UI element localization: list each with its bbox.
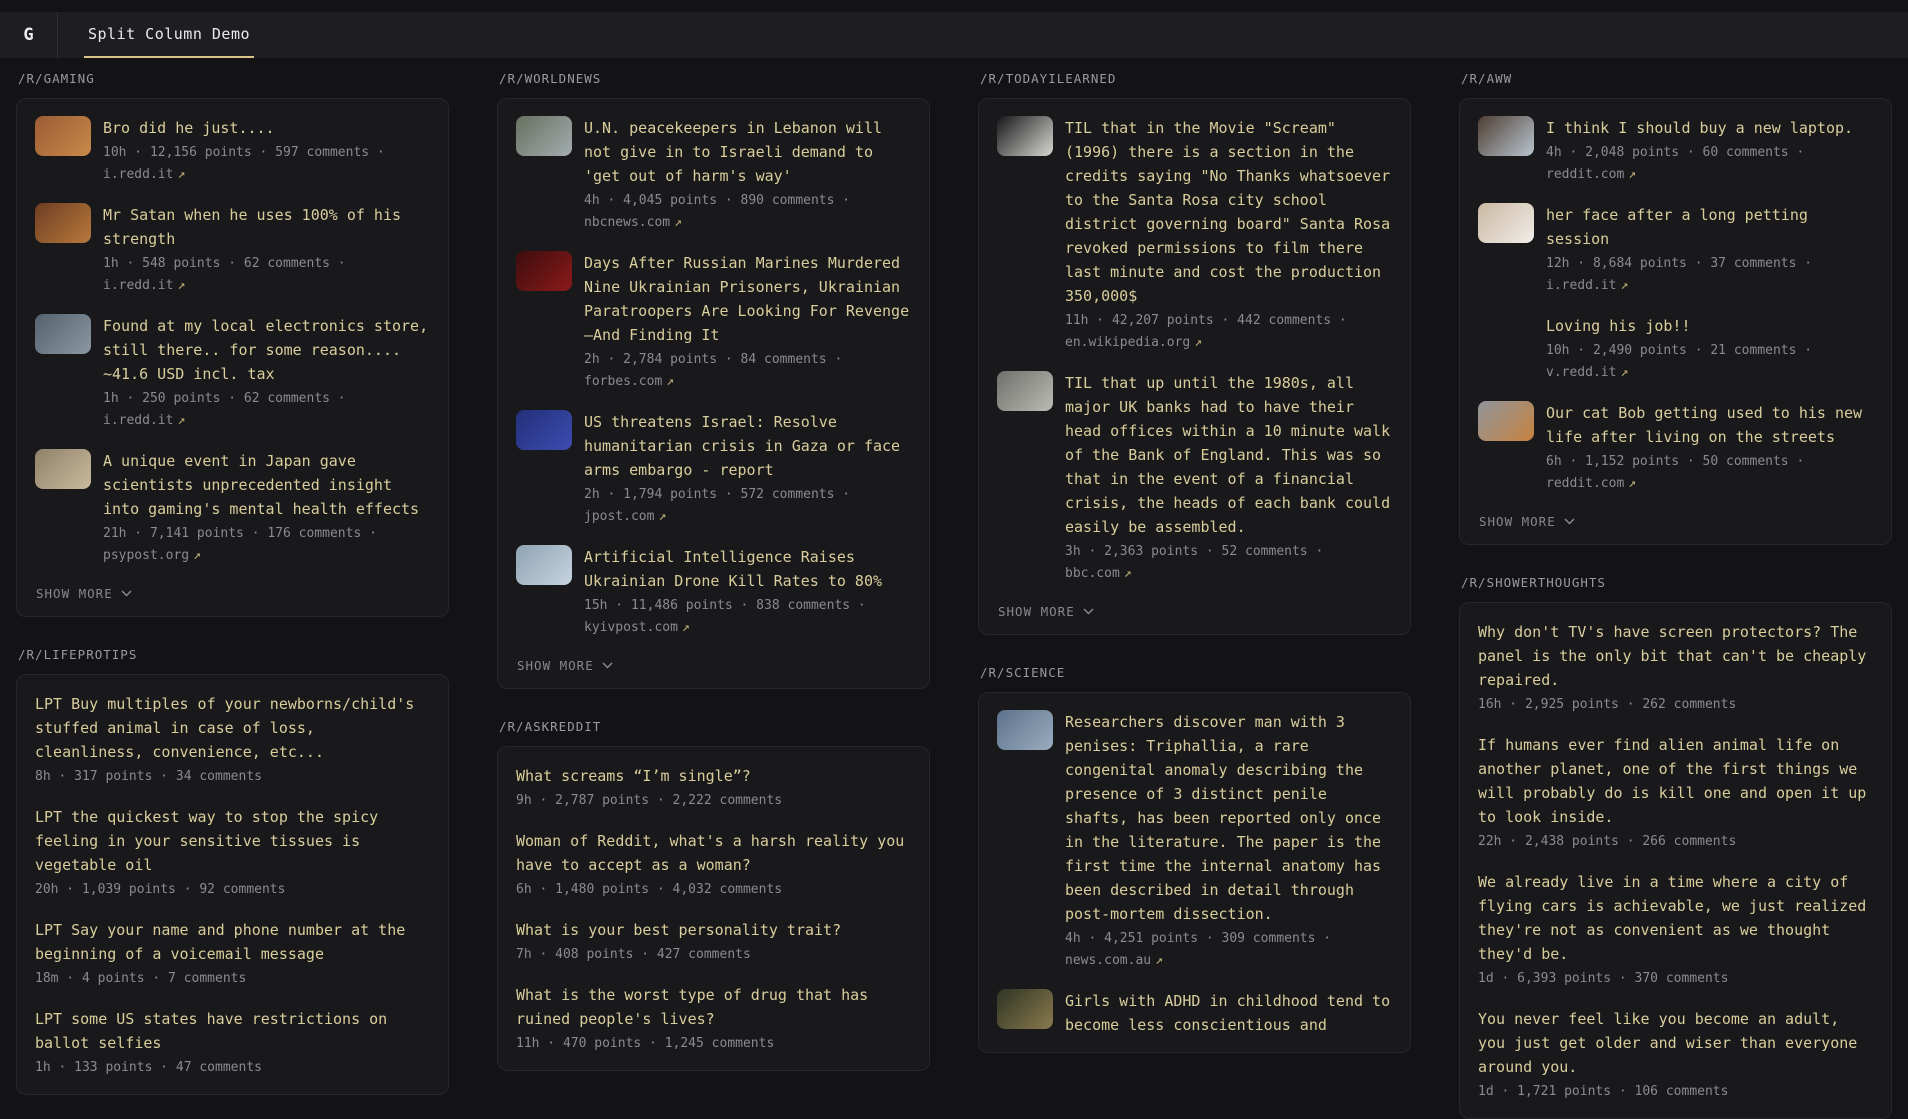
post-meta-text: 4h · 4,045 points · 890 comments · bbox=[584, 193, 851, 208]
post-meta bbox=[1478, 1081, 1873, 1103]
post-domain-text: kyivpost.com bbox=[584, 620, 678, 635]
external-link-icon: ↗ bbox=[681, 620, 690, 635]
post-item[interactable] bbox=[35, 203, 430, 297]
post-item[interactable] bbox=[997, 116, 1392, 354]
post-list bbox=[997, 116, 1392, 585]
post-title[interactable]: Bro did he just.... bbox=[103, 119, 275, 137]
post-list-card bbox=[1459, 98, 1892, 545]
post-meta bbox=[35, 1057, 430, 1079]
post-content bbox=[584, 251, 911, 393]
post-content bbox=[516, 764, 911, 812]
subreddit-title[interactable]: /R/SHOWERTHOUGHTS bbox=[1461, 575, 1606, 590]
post-meta bbox=[1478, 968, 1873, 990]
post-title[interactable]: We already live in a time where a city of flying cars is achievable, we just realized they're not as convenient as we thought they'd be. bbox=[1478, 873, 1867, 963]
post-meta-text: 1h · 548 points · 62 comments · bbox=[103, 256, 346, 271]
post-meta-text: 2h · 1,794 points · 572 comments · bbox=[584, 487, 851, 502]
post-meta bbox=[35, 879, 430, 901]
subreddit-section bbox=[1459, 71, 1892, 545]
post-item[interactable] bbox=[997, 710, 1392, 972]
subreddit-section bbox=[497, 719, 930, 1071]
post-meta-text: 6h · 1,480 points · 4,032 comments bbox=[516, 882, 783, 897]
post-item[interactable] bbox=[997, 989, 1392, 1037]
show-more-button[interactable] bbox=[1478, 514, 1575, 529]
post-list bbox=[1478, 620, 1873, 1103]
post-item[interactable] bbox=[516, 116, 911, 234]
post-meta-text: 1h · 133 points · 47 comments bbox=[35, 1060, 262, 1075]
post-item[interactable] bbox=[516, 545, 911, 639]
post-title[interactable]: Days After Russian Marines Murdered Nine Ukrainian Prisoners, Ukrainian Paratroopers Are Looking For Revenge—And Finding It bbox=[584, 254, 910, 344]
post-domain-link[interactable] bbox=[584, 620, 690, 635]
post-domain-link[interactable] bbox=[1065, 953, 1163, 968]
post-thumbnail bbox=[1478, 314, 1534, 354]
subreddit-title[interactable]: /R/WORLDNEWS bbox=[499, 71, 602, 86]
post-meta-text: 20h · 1,039 points · 92 comments bbox=[35, 882, 286, 897]
post-content bbox=[35, 692, 430, 788]
post-domain-text: bbc.com bbox=[1065, 566, 1120, 581]
post-domain-link[interactable] bbox=[1546, 365, 1628, 380]
post-title[interactable]: TIL that in the Movie "Scream" (1996) there is a section in the credits saying "No Thanks whatsoever to the Santa Rosa city school district governing board" Santa Rosa revoked permissions to film there last minute and cost the production 350,000$ bbox=[1065, 119, 1391, 305]
post-meta-text: 3h · 2,363 points · 52 comments · bbox=[1065, 544, 1324, 559]
external-link-icon: ↗ bbox=[193, 548, 201, 563]
post-domain-link[interactable] bbox=[103, 413, 185, 428]
post-domain-text: nbcnews.com bbox=[584, 215, 671, 230]
show-more-button[interactable] bbox=[997, 604, 1094, 619]
post-item[interactable] bbox=[997, 371, 1392, 585]
show-more-label: SHOW MORE bbox=[998, 604, 1075, 619]
post-content bbox=[1065, 371, 1392, 585]
post-thumbnail bbox=[1478, 401, 1534, 441]
post-meta-text: 4h · 2,048 points · 60 comments · bbox=[1546, 145, 1805, 160]
subreddit-title[interactable]: /R/AWW bbox=[1461, 71, 1513, 86]
post-content bbox=[1065, 116, 1392, 354]
post-meta bbox=[1546, 340, 1873, 384]
post-meta bbox=[516, 879, 911, 901]
post-title[interactable]: Our cat Bob getting used to his new life after living on the streets bbox=[1546, 404, 1863, 446]
post-meta-text: 1h · 250 points · 62 comments · bbox=[103, 391, 346, 406]
post-item[interactable] bbox=[516, 918, 911, 966]
post-content bbox=[103, 116, 430, 186]
show-more-label: SHOW MORE bbox=[36, 586, 113, 601]
post-title[interactable]: Researchers discover man with 3 penises: Triphallia, a rare congenital anomaly describing the presence of 3 distinct penile shafts, has been reported only once in the literature. The paper is the first time the internal anatomy has been described in detail through post-mortem dissection. bbox=[1065, 713, 1382, 923]
post-meta bbox=[103, 142, 430, 186]
subreddit-title[interactable]: /R/LIFEPROTIPS bbox=[18, 647, 138, 662]
post-domain-link[interactable] bbox=[584, 374, 674, 389]
post-domain-text: psypost.org bbox=[103, 548, 190, 563]
post-domain-link[interactable] bbox=[1065, 335, 1202, 350]
external-link-icon: ↗ bbox=[666, 374, 675, 389]
post-thumbnail bbox=[997, 371, 1053, 411]
post-list bbox=[516, 764, 911, 1055]
post-title[interactable]: LPT Say your name and phone number at the beginning of a voicemail message bbox=[35, 921, 406, 963]
post-title[interactable]: Loving his job!! bbox=[1546, 317, 1691, 335]
post-list-card bbox=[978, 692, 1411, 1053]
external-link-icon: ↗ bbox=[658, 509, 667, 524]
tab-split-column-demo[interactable] bbox=[84, 12, 254, 58]
subreddit-section bbox=[16, 647, 449, 1095]
post-content bbox=[1478, 733, 1873, 853]
post-thumbnail bbox=[516, 545, 572, 585]
post-meta bbox=[584, 595, 911, 639]
post-content bbox=[1478, 620, 1873, 716]
chevron-down-icon bbox=[1083, 608, 1094, 615]
post-title[interactable]: LPT Buy multiples of your newborns/child's stuffed animal in case of loss, cleanliness, convenience, etc... bbox=[35, 695, 415, 761]
post-thumbnail bbox=[997, 710, 1053, 750]
post-title[interactable]: Found at my local electronics store, still there.. for some reason.... ~41.6 USD incl. tax bbox=[103, 317, 429, 383]
post-item[interactable] bbox=[516, 251, 911, 393]
post-list-card bbox=[497, 98, 930, 689]
feed-column bbox=[16, 71, 449, 1119]
post-list bbox=[516, 116, 911, 639]
post-domain-text: v.redd.it bbox=[1546, 365, 1617, 380]
post-content bbox=[35, 805, 430, 901]
post-thumbnail bbox=[997, 116, 1053, 156]
post-meta bbox=[1065, 541, 1392, 585]
post-meta bbox=[1478, 831, 1873, 853]
post-thumbnail bbox=[516, 251, 572, 291]
post-list bbox=[1478, 116, 1873, 495]
external-link-icon: ↗ bbox=[1628, 476, 1637, 491]
post-thumbnail bbox=[1478, 116, 1534, 156]
post-meta bbox=[1546, 142, 1873, 186]
post-content bbox=[1546, 401, 1873, 495]
post-meta bbox=[1478, 694, 1873, 716]
post-domain-text: i.redd.it bbox=[103, 167, 174, 182]
post-content bbox=[1478, 1007, 1873, 1103]
post-title[interactable]: her face after a long petting session bbox=[1546, 206, 1808, 248]
post-meta-text: 12h · 8,684 points · 37 comments · bbox=[1546, 256, 1813, 271]
post-content bbox=[1546, 203, 1873, 297]
app-logo[interactable]: G bbox=[0, 12, 58, 58]
post-item[interactable] bbox=[35, 805, 430, 901]
feed-column bbox=[978, 71, 1411, 1119]
post-item[interactable] bbox=[516, 983, 911, 1055]
post-item[interactable] bbox=[1478, 870, 1873, 990]
post-meta-text: 8h · 317 points · 34 comments bbox=[35, 769, 262, 784]
post-content bbox=[584, 116, 911, 234]
post-item[interactable] bbox=[1478, 314, 1873, 384]
post-content bbox=[35, 1007, 430, 1079]
external-link-icon: ↗ bbox=[1620, 365, 1629, 380]
post-domain-text: i.redd.it bbox=[1546, 278, 1617, 293]
external-link-icon: ↗ bbox=[177, 413, 186, 428]
subreddit-title[interactable]: /R/TODAYILEARNED bbox=[980, 71, 1117, 86]
post-content bbox=[103, 314, 430, 432]
post-meta bbox=[584, 190, 911, 234]
external-link-icon: ↗ bbox=[1155, 953, 1163, 968]
post-item[interactable] bbox=[1478, 203, 1873, 297]
post-list bbox=[997, 710, 1392, 1037]
post-meta bbox=[35, 766, 430, 788]
post-thumbnail bbox=[997, 989, 1053, 1029]
post-content bbox=[1478, 870, 1873, 990]
post-meta bbox=[516, 1033, 911, 1055]
post-content bbox=[516, 918, 911, 966]
post-meta-text: 10h · 2,490 points · 21 comments · bbox=[1546, 343, 1813, 358]
post-item[interactable] bbox=[35, 692, 430, 788]
post-domain-text: news.com.au bbox=[1065, 953, 1152, 968]
external-link-icon: ↗ bbox=[1628, 167, 1637, 182]
post-title[interactable]: You never feel like you become an adult, you just get older and wiser than everyone around you. bbox=[1478, 1010, 1858, 1076]
subreddit-title[interactable]: /R/GAMING bbox=[18, 71, 95, 86]
post-item[interactable] bbox=[35, 314, 430, 432]
tab-label: Split Column Demo bbox=[88, 25, 251, 43]
subreddit-section bbox=[978, 71, 1411, 635]
post-list-card bbox=[16, 98, 449, 617]
post-item[interactable] bbox=[516, 410, 911, 528]
post-meta bbox=[103, 253, 430, 297]
post-content bbox=[584, 410, 911, 528]
post-list-card bbox=[16, 674, 449, 1095]
post-item[interactable] bbox=[1478, 116, 1873, 186]
post-content bbox=[1065, 989, 1392, 1037]
post-item[interactable] bbox=[35, 1007, 430, 1079]
external-link-icon: ↗ bbox=[1620, 278, 1629, 293]
external-link-icon: ↗ bbox=[177, 278, 186, 293]
feed-column bbox=[1459, 71, 1892, 1119]
post-title[interactable]: LPT the quickest way to stop the spicy feeling in your sensitive tissues is vegetable oil bbox=[35, 808, 379, 874]
post-meta-text: 7h · 408 points · 427 comments bbox=[516, 947, 751, 962]
top-bar bbox=[0, 12, 1908, 58]
post-item[interactable] bbox=[35, 449, 430, 567]
post-title[interactable]: What is the worst type of drug that has ruined people's lives? bbox=[516, 986, 869, 1028]
post-title[interactable]: A unique event in Japan gave scientists unprecedented insight into gaming's mental health effects bbox=[103, 452, 420, 518]
post-meta bbox=[1065, 310, 1392, 354]
post-domain-link[interactable] bbox=[103, 167, 185, 182]
post-thumbnail bbox=[516, 116, 572, 156]
show-more-button[interactable] bbox=[35, 586, 132, 601]
post-domain-link[interactable] bbox=[584, 215, 682, 230]
subreddit-title[interactable]: /R/SCIENCE bbox=[980, 665, 1066, 680]
post-meta-text: 10h · 12,156 points · 597 comments · bbox=[103, 145, 385, 160]
post-title[interactable]: Why don't TV's have screen protectors? The panel is the only bit that can't be cheaply repaired. bbox=[1478, 623, 1867, 689]
post-item[interactable] bbox=[1478, 401, 1873, 495]
post-domain-text: i.redd.it bbox=[103, 278, 174, 293]
post-title[interactable]: If humans ever find alien animal life on another planet, one of the first things we will probably do is kill one and open it up to look inside. bbox=[1478, 736, 1867, 826]
post-thumbnail bbox=[35, 314, 91, 354]
post-content bbox=[1065, 710, 1392, 972]
show-more-label: SHOW MORE bbox=[1479, 514, 1556, 529]
post-meta-text: 11h · 42,207 points · 442 comments · bbox=[1065, 313, 1347, 328]
post-list-card bbox=[1459, 602, 1892, 1119]
post-meta-text: 22h · 2,438 points · 266 comments bbox=[1478, 834, 1737, 849]
post-item[interactable] bbox=[1478, 1007, 1873, 1103]
post-meta bbox=[103, 523, 430, 567]
post-meta-text: 1d · 6,393 points · 370 comments bbox=[1478, 971, 1729, 986]
subreddit-section bbox=[1459, 575, 1892, 1119]
post-content bbox=[516, 983, 911, 1055]
post-domain-text: reddit.com bbox=[1546, 476, 1625, 491]
post-meta bbox=[1546, 451, 1873, 495]
external-link-icon: ↗ bbox=[1194, 335, 1203, 350]
post-title[interactable]: Woman of Reddit, what's a harsh reality you have to accept as a woman? bbox=[516, 832, 905, 874]
post-meta-text: 1d · 1,721 points · 106 comments bbox=[1478, 1084, 1729, 1099]
post-meta-text: 6h · 1,152 points · 50 comments · bbox=[1546, 454, 1805, 469]
post-content bbox=[1546, 116, 1873, 186]
post-meta bbox=[516, 790, 911, 812]
post-meta bbox=[516, 944, 911, 966]
post-meta-text: 2h · 2,784 points · 84 comments · bbox=[584, 352, 843, 367]
post-domain-link[interactable] bbox=[584, 509, 666, 524]
post-meta-text: 9h · 2,787 points · 2,222 comments bbox=[516, 793, 783, 808]
post-title[interactable]: LPT some US states have restrictions on ballot selfies bbox=[35, 1010, 388, 1052]
post-meta-text: 16h · 2,925 points · 262 comments bbox=[1478, 697, 1737, 712]
post-list bbox=[35, 116, 430, 567]
post-domain-text: jpost.com bbox=[584, 509, 655, 524]
post-domain-link[interactable] bbox=[1065, 566, 1132, 581]
post-meta-text: 21h · 7,141 points · 176 comments · bbox=[103, 526, 377, 541]
post-meta bbox=[584, 484, 911, 528]
post-item[interactable] bbox=[1478, 620, 1873, 716]
post-domain-link[interactable] bbox=[1546, 476, 1636, 491]
subreddit-section bbox=[497, 71, 930, 689]
post-list-card bbox=[497, 746, 930, 1071]
post-item[interactable] bbox=[516, 764, 911, 812]
post-meta bbox=[584, 349, 911, 393]
post-meta-text: 15h · 11,486 points · 838 comments · bbox=[584, 598, 866, 613]
feed-column bbox=[497, 71, 930, 1119]
post-thumbnail bbox=[35, 203, 91, 243]
post-thumbnail bbox=[516, 410, 572, 450]
post-meta-text: 4h · 4,251 points · 309 comments · bbox=[1065, 931, 1332, 946]
post-list bbox=[35, 692, 430, 1079]
post-item[interactable] bbox=[35, 918, 430, 990]
post-title[interactable]: Artificial Intelligence Raises Ukrainian Drone Kill Rates to 80% bbox=[584, 548, 883, 590]
post-item[interactable] bbox=[516, 829, 911, 901]
post-title[interactable]: U.N. peacekeepers in Lebanon will not give in to Israeli demand to 'get out of harm's way' bbox=[584, 119, 883, 185]
post-meta bbox=[1546, 253, 1873, 297]
subreddit-title[interactable]: /R/ASKREDDIT bbox=[499, 719, 602, 734]
post-thumbnail bbox=[35, 116, 91, 156]
post-title[interactable]: Mr Satan when he uses 100% of his strength bbox=[103, 206, 402, 248]
post-content bbox=[584, 545, 911, 639]
post-title[interactable]: Girls with ADHD in childhood tend to become less conscientious and bbox=[1065, 992, 1391, 1034]
post-item[interactable] bbox=[1478, 733, 1873, 853]
post-title[interactable]: What is your best personality trait? bbox=[516, 921, 842, 939]
external-link-icon: ↗ bbox=[177, 167, 186, 182]
chevron-down-icon bbox=[121, 590, 132, 597]
post-meta bbox=[35, 968, 430, 990]
post-title[interactable]: What screams “I’m single”? bbox=[516, 767, 751, 785]
post-thumbnail bbox=[35, 449, 91, 489]
post-meta bbox=[1065, 928, 1392, 972]
post-content bbox=[103, 449, 430, 567]
post-meta-text: 11h · 470 points · 1,245 comments bbox=[516, 1036, 775, 1051]
chevron-down-icon bbox=[1564, 518, 1575, 525]
post-item[interactable] bbox=[35, 116, 430, 186]
post-domain-link[interactable] bbox=[103, 548, 201, 563]
post-domain-link[interactable] bbox=[1546, 167, 1636, 182]
post-content bbox=[516, 829, 911, 901]
post-domain-text: reddit.com bbox=[1546, 167, 1625, 182]
post-domain-link[interactable] bbox=[103, 278, 185, 293]
subreddit-section bbox=[16, 71, 449, 617]
post-meta bbox=[103, 388, 430, 432]
show-more-button[interactable] bbox=[516, 658, 613, 673]
post-title[interactable]: TIL that up until the 1980s, all major UK banks had to have their head offices within a 10 minute walk of the Bank of England. This was so that in the event of a financial crisis, the heads of each bank could easily be assembled. bbox=[1065, 374, 1391, 536]
post-title[interactable]: US threatens Israel: Resolve humanitarian crisis in Gaza or face arms embargo - report bbox=[584, 413, 901, 479]
post-content bbox=[35, 918, 430, 990]
post-domain-text: i.redd.it bbox=[103, 413, 174, 428]
post-domain-link[interactable] bbox=[1546, 278, 1628, 293]
post-domain-text: en.wikipedia.org bbox=[1065, 335, 1191, 350]
post-domain-text: forbes.com bbox=[584, 374, 663, 389]
post-content bbox=[103, 203, 430, 297]
subreddit-section bbox=[978, 665, 1411, 1053]
chevron-down-icon bbox=[602, 662, 613, 669]
external-link-icon: ↗ bbox=[674, 215, 682, 230]
post-meta-text: 18m · 4 points · 7 comments bbox=[35, 971, 247, 986]
post-title[interactable]: I think I should buy a new laptop. bbox=[1546, 119, 1854, 137]
post-list-card bbox=[978, 98, 1411, 635]
columns-container bbox=[0, 58, 1908, 1119]
show-more-label: SHOW MORE bbox=[517, 658, 594, 673]
post-content bbox=[1546, 314, 1873, 384]
post-thumbnail bbox=[1478, 203, 1534, 243]
external-link-icon: ↗ bbox=[1123, 566, 1132, 581]
